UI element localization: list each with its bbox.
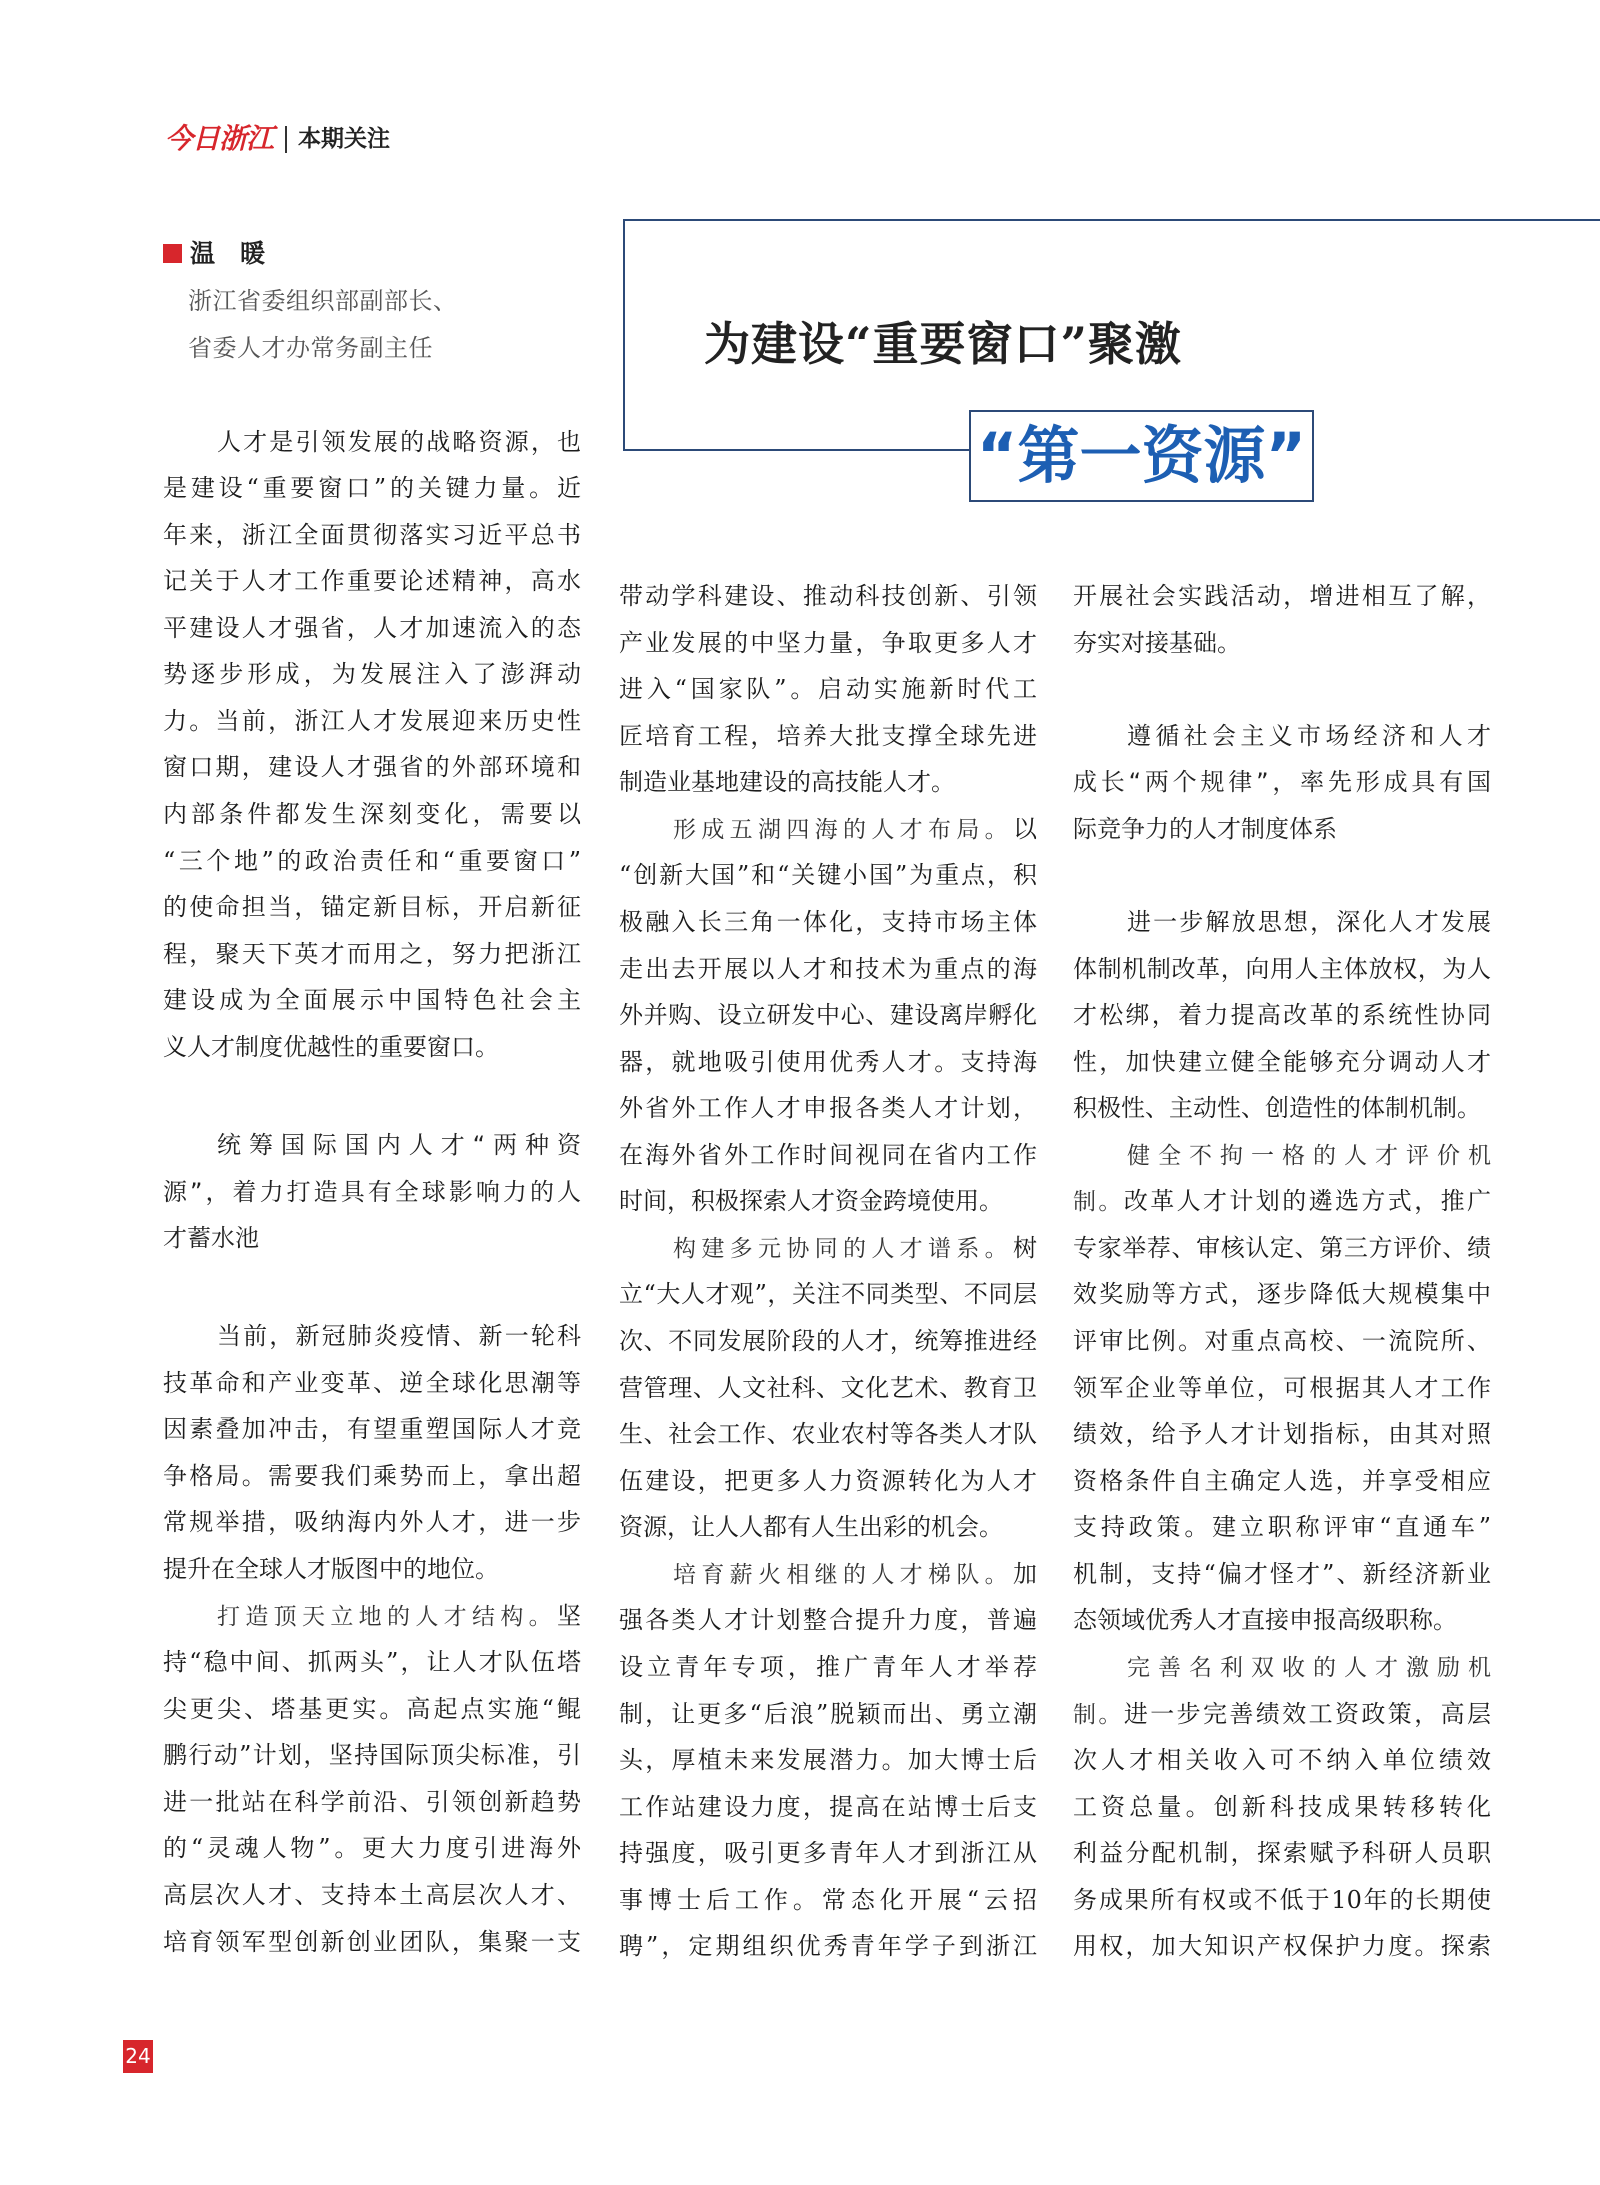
- text-run: 加: [1013, 1559, 1037, 1588]
- text-line: 建设成为全面展示中国特色社会主: [163, 986, 581, 1015]
- text-line: 带动学科建设、推动科技创新、引领: [619, 582, 1037, 610]
- text-line: 工资总量。创新科技成果转移转化: [1073, 1792, 1491, 1821]
- text-line: 外省外工作人才申报各类人才计划，: [619, 1094, 1037, 1123]
- article-column-3: [1073, 573, 1491, 1970]
- text-line: 聘”，定期组织优秀青年学子到浙江: [619, 1932, 1037, 1961]
- text-line: 态领域优秀人才直接申报高级职称。: [1073, 1606, 1457, 1635]
- heading-line: 际竞争力的人才制度体系: [1073, 814, 1337, 843]
- lead-phrase: 健全不拘一格的人才评价机: [1127, 1142, 1491, 1169]
- text-line: 务成果所有权或不低于10年的长期使: [1073, 1885, 1491, 1914]
- paragraph: [163, 1593, 581, 1966]
- text-line: “创新大国”和“关键小国”为重点，积: [619, 861, 1037, 890]
- text-line: [619, 1551, 1037, 1598]
- text-line: 工作站建设力度，提高在站博士后支: [619, 1792, 1037, 1821]
- text-line: 伍建设，把更多人力资源转化为人才: [619, 1466, 1037, 1495]
- text-line: 势逐步形成，为发展注入了澎湃动: [163, 660, 581, 689]
- text-line: [1073, 1178, 1491, 1225]
- paragraph: [619, 806, 1037, 1225]
- text-line: 进一步解放思想，深化人才发展: [1127, 907, 1491, 936]
- text-line: 人才是引领发展的战略资源，也: [217, 427, 581, 456]
- text-line: 机制，支持“偏才怪才”、新经济新业: [1073, 1559, 1491, 1588]
- author-marker-square: [163, 244, 182, 263]
- text-line: 制造业基地建设的高技能人才。: [619, 768, 955, 797]
- text-line: 立“大人才观”，关注不同类型、不同层: [619, 1280, 1037, 1309]
- text-line: 力。当前，浙江人才发展迎来历史性: [163, 706, 581, 735]
- lead-phrase: 制。: [1073, 1701, 1124, 1728]
- section-label: 本期关注: [298, 126, 390, 152]
- text-line: 效奖励等方式，逐步降低大规模集中: [1073, 1280, 1491, 1309]
- heading-line: 统筹国际国内人才“两种资: [217, 1130, 581, 1159]
- article-column-1: [163, 419, 581, 1966]
- text-line: 头，厚植未来发展潜力。加大博士后: [619, 1746, 1037, 1775]
- lead-phrase: 制。: [1073, 1189, 1124, 1216]
- text-line: 进一批站在科学前沿、引领创新趋势: [163, 1787, 581, 1816]
- paragraph: [1073, 573, 1491, 666]
- text-run: 坚: [557, 1601, 581, 1630]
- text-line: 用权，加大知识产权保护力度。探索: [1073, 1932, 1491, 1961]
- text-line: 平建设人才强省，人才加速流入的态: [163, 613, 581, 642]
- paragraph: [619, 1551, 1037, 1970]
- text-line: 内部条件都发生深刻变化，需要以: [163, 800, 581, 828]
- heading-line: 成长“两个规律”，率先形成具有国: [1073, 768, 1491, 797]
- text-line: 提升在全球人才版图中的地位。: [163, 1555, 499, 1583]
- paragraph: [619, 1225, 1037, 1551]
- text-line: 鹏行动”计划，坚持国际顶尖标准，引: [163, 1741, 581, 1770]
- text-line: 极融入长三角一体化，支持市场主体: [619, 907, 1037, 936]
- section-heading: [1073, 713, 1491, 853]
- text-line: 是建设“重要窗口”的关键力量。近: [163, 474, 581, 503]
- text-line: 义人才制度优越性的重要窗口。: [163, 1032, 499, 1061]
- paragraph: [1073, 1132, 1491, 1644]
- text-line: 夯实对接基础。: [1073, 628, 1241, 657]
- text-line: 持强度，吸引更多青年人才到浙江从: [619, 1839, 1037, 1868]
- text-line: 资格条件自主确定人选，并享受相应: [1073, 1466, 1491, 1495]
- text-line: 记关于人才工作重要论述精神，高水: [163, 567, 581, 596]
- text-line: 持“稳中间、抓两头”，让人才队伍塔: [163, 1648, 581, 1677]
- paragraph: [1073, 1644, 1491, 1970]
- text-line: 器，就地吸引使用优秀人才。支持海: [619, 1047, 1037, 1076]
- text-line: 争格局。需要我们乘势而上，拿出超: [163, 1461, 581, 1490]
- heading-line: 源”，着力打造具有全球影响力的人: [163, 1177, 581, 1206]
- article-title-highlight-box: [969, 410, 1314, 502]
- text-line: 次、不同发展阶段的人才，统筹推进经: [619, 1327, 1037, 1355]
- text-line: 的“灵魂人物”。更大力度引进海外: [163, 1834, 581, 1863]
- magazine-logo: 今日浙江: [165, 122, 274, 155]
- text-line: 性，加快建立健全能够充分调动人才: [1073, 1047, 1491, 1076]
- lead-phrase: 打造顶天立地的人才结构。: [217, 1603, 557, 1630]
- title-frame-bottom-rule: [623, 449, 969, 451]
- text-line: 强各类人才计划整合提升力度，普遍: [619, 1606, 1037, 1635]
- text-line: 因素叠加冲击，有望重塑国际人才竞: [163, 1415, 581, 1444]
- author-title-line: 省委人才办常务副主任: [188, 334, 433, 362]
- text-line: 事博士后工作。常态化开展“云招: [619, 1885, 1037, 1914]
- text-line: 次人才相关收入可不纳入单位绩效: [1073, 1746, 1491, 1775]
- text-line: 窗口期，建设人才强省的外部环境和: [163, 753, 581, 782]
- header-divider: [285, 126, 287, 153]
- text-run: 进一步完善绩效工资政策，高层: [1123, 1699, 1492, 1728]
- heading-line: 才蓄水池: [163, 1224, 259, 1253]
- lead-phrase: 培育薪火相继的人才梯队。: [673, 1561, 1013, 1588]
- text-line: 才松绑，着力提高改革的系统性协同: [1073, 1001, 1491, 1030]
- paragraph: [163, 419, 581, 1071]
- text-line: [1073, 1644, 1491, 1691]
- text-line: 技革命和产业变革、逆全球化思潮等: [163, 1368, 581, 1397]
- lead-phrase: 完善名利双收的人才激励机: [1127, 1654, 1491, 1681]
- author-name: 温 暖: [190, 239, 266, 268]
- text-line: 外并购、设立研发中心、建设离岸孵化: [619, 1001, 1037, 1030]
- text-line: 培育领军型创新创业团队，集聚一支: [163, 1927, 581, 1956]
- lead-phrase: 构建多元协同的人才谱系。: [673, 1235, 1013, 1262]
- title-frame-top-rule: [623, 219, 1600, 221]
- text-line: [1073, 1691, 1491, 1738]
- text-line: 设立青年专项，推广青年人才举荐: [619, 1652, 1037, 1681]
- section-heading: [163, 1122, 581, 1262]
- text-line: 利益分配机制，探索赋予科研人员职: [1073, 1839, 1491, 1868]
- text-line: 专家举荐、审核认定、第三方评价、绩: [1073, 1233, 1491, 1262]
- heading-line: 遵循社会主义市场经济和人才: [1127, 721, 1491, 750]
- text-line: 程，聚天下英才而用之，努力把浙江: [163, 939, 581, 968]
- text-line: 领军企业等单位，可根据其人才工作: [1073, 1373, 1491, 1402]
- article-column-2: [619, 573, 1037, 1970]
- text-line: 年来，浙江全面贯彻落实习近平总书: [163, 520, 581, 549]
- article-title-highlight: “第一资源”: [976, 419, 1307, 492]
- text-line: 的使命担当，锚定新目标，开启新征: [163, 893, 581, 922]
- text-line: 资源，让人人都有人生出彩的机会。: [619, 1513, 1003, 1542]
- text-line: 常规举措，吸纳海内外人才，进一步: [163, 1508, 581, 1537]
- text-line: [163, 1593, 581, 1640]
- text-line: [619, 806, 1037, 853]
- text-line: 匠培育工程，培养大批支撑全球先进: [619, 721, 1037, 750]
- text-run: 以: [1013, 814, 1037, 843]
- text-line: 高层次人才、支持本土高层次人才、: [163, 1880, 581, 1909]
- text-line: 生、社会工作、农业农村等各类人才队: [619, 1420, 1037, 1449]
- text-line: [619, 1225, 1037, 1272]
- text-line: 营管理、人文社科、文化艺术、教育卫: [619, 1373, 1037, 1402]
- text-line: [1073, 1132, 1491, 1179]
- text-run: 树: [1013, 1233, 1037, 1262]
- text-line: 当前，新冠肺炎疫情、新一轮科: [217, 1322, 581, 1351]
- text-line: 尖更尖、塔基更实。高起点实施“鲲: [163, 1694, 581, 1723]
- text-line: 开展社会实践活动，增进相互了解，: [1073, 582, 1491, 610]
- text-run: 改革人才计划的遴选方式，推广: [1123, 1187, 1492, 1216]
- paragraph: [1073, 899, 1491, 1132]
- title-frame-left-rule: [623, 219, 625, 451]
- page-number: 24: [123, 2040, 153, 2073]
- text-line: 时间，积极探索人才资金跨境使用。: [619, 1187, 1003, 1216]
- text-line: 积极性、主动性、创造性的体制机制。: [1073, 1094, 1481, 1123]
- text-line: 制，让更多“后浪”脱颖而出、勇立潮: [619, 1699, 1037, 1728]
- text-line: 进入“国家队”。启动实施新时代工: [619, 675, 1037, 704]
- text-line: 绩效，给予人才计划指标，由其对照: [1073, 1420, 1491, 1449]
- text-line: 评审比例。对重点高校、一流院所、: [1073, 1327, 1491, 1355]
- paragraph: [619, 573, 1037, 806]
- text-line: 走出去开展以人才和技术为重点的海: [619, 954, 1037, 983]
- text-line: 支持政策。建立职称评审“直通车”: [1073, 1513, 1491, 1542]
- text-line: “三个地”的政治责任和“重要窗口”: [163, 846, 581, 875]
- text-line: 在海外省外工作时间视同在省内工作: [619, 1140, 1037, 1169]
- paragraph: [163, 1313, 581, 1592]
- article-title: 为建设“重要窗口”聚激: [704, 317, 1182, 371]
- author-title-line: 浙江省委组织部副部长、: [188, 287, 458, 315]
- lead-phrase: 形成五湖四海的人才布局。: [673, 816, 1013, 843]
- text-line: 体制机制改革，向用人主体放权，为人: [1073, 954, 1491, 983]
- text-line: 产业发展的中坚力量，争取更多人才: [619, 628, 1037, 657]
